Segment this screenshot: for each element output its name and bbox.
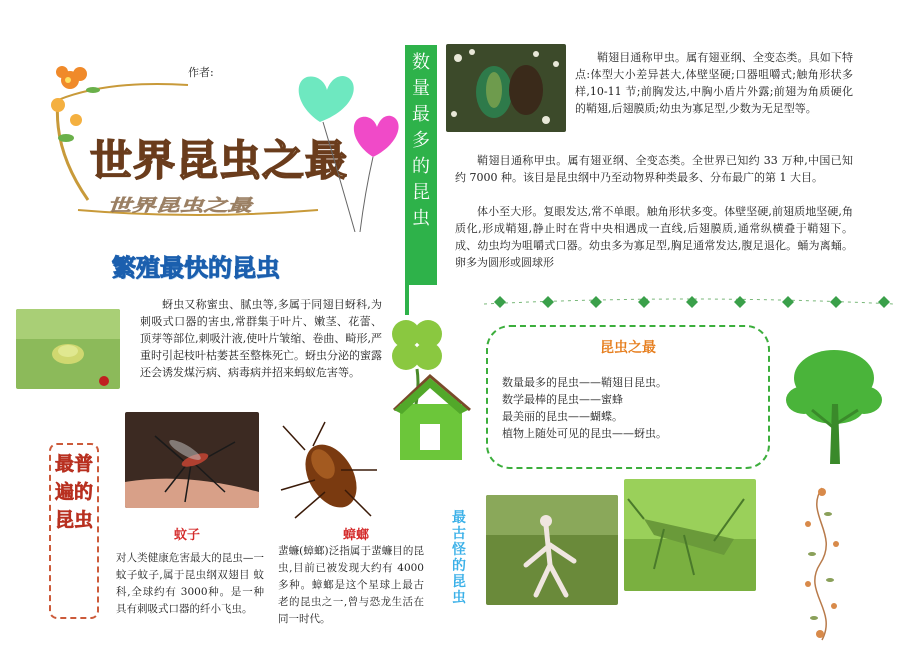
records-title: 昆虫之最 xyxy=(600,340,656,356)
common-vertical-title: 最普遍的昆虫 xyxy=(54,453,93,531)
heart-balloons-icon xyxy=(285,62,405,232)
mosquito-caption: 蚊子 xyxy=(174,528,201,543)
leaf-vine-divider xyxy=(484,290,894,314)
quantity-paragraph-3: 体小至大形。复眼发达,常不单眼。触角形状多变。体壁坚硬,前翅质地坚硬,角质化,形成鞘翅,静止时在背中央相遇成一直线,后翅膜质,通常纵横叠于鞘翅下。成、幼虫均为咀嚼式口器。幼虫多为寡足型,胸足通常发达,腹足退化。蛹为离蛹。卵多为圆形或圆球形 xyxy=(455,205,853,269)
aphid-photo xyxy=(16,309,120,389)
grasshopper-photo xyxy=(624,479,756,591)
cockroach-photo xyxy=(275,420,383,522)
quantity-paragraph-1: 鞘翅目通称甲虫。属有翅亚纲、全变态类。具如下特点:体型大小差异甚大,体壁坚硬;口器咀嚼式;触角形状多样,10-11 节;前胸发达,中胸小盾片外露;前翅为角质硬化的鞘翅,后翅膜质;幼虫为寡足型,少数为无足型等。 xyxy=(575,51,853,115)
tree-icon xyxy=(782,344,886,468)
author-label: 作者: xyxy=(188,66,214,79)
clover-house-icon xyxy=(384,314,476,464)
cockroach-caption: 蟑螂 xyxy=(343,528,370,543)
beetle-photo xyxy=(446,44,566,132)
quantity-vertical-title: 数量最多的昆虫 xyxy=(412,52,430,229)
floral-vine-icon xyxy=(798,484,846,644)
strange-vertical-title: 最古怪的昆虫 xyxy=(452,510,466,606)
quantity-paragraph-2: 鞘翅目通称甲虫。属有翅亚纲、全变态类。全世界已知约 33 万种,中国已知约 7000 种。该目是昆虫纲中乃至动物界种类最多、分布最广的第 1 大目。 xyxy=(455,154,853,184)
mosquito-text: 对人类健康危害最大的昆虫—一蚊子蚊子,属于昆虫纲双翅目 蚊科,全球约有 3000种。是一种具有刺吸式口器的纤小飞虫。 xyxy=(116,552,264,615)
records-item: 植物上随处可见的昆虫——蚜虫。 xyxy=(502,427,667,440)
fastest-heading: 繁殖最快的昆虫 xyxy=(112,254,280,282)
mosquito-photo xyxy=(125,412,259,508)
records-item: 数量最多的昆虫——鞘翅目昆虫。 xyxy=(502,376,667,389)
records-item: 最美丽的昆虫——蝴蝶。 xyxy=(502,410,623,423)
mantis-photo xyxy=(486,495,618,605)
cockroach-text: 蜚蠊(蟑螂)泛指属于蜚蠊目的昆虫,目前已被发现大约有 4000 多种。蟑螂是这个星球上最古老的昆虫之一,曾与恐龙生活在同一时代。 xyxy=(278,545,424,625)
records-item: 数学最棒的昆虫——蜜蜂 xyxy=(502,393,623,406)
fastest-paragraph: 蚜虫又称蜜虫、腻虫等,多属于同翅目蚜科,为刺吸式口器的害虫,常群集于叶片、嫩茎、花蕾、顶芽等部位,刺吸汁液,使叶片皱缩、卷曲、畸形,严重时引起枝叶枯萎甚至整株死亡。蚜虫分泌的蜜露还会诱发煤污病、病毒病并招来蚂蚁危害等。 xyxy=(140,298,382,379)
page-title: 世界昆虫之最 xyxy=(90,136,349,185)
page-title-reflection: 世界昆虫之最 xyxy=(105,195,257,216)
strip-stem xyxy=(405,285,409,315)
